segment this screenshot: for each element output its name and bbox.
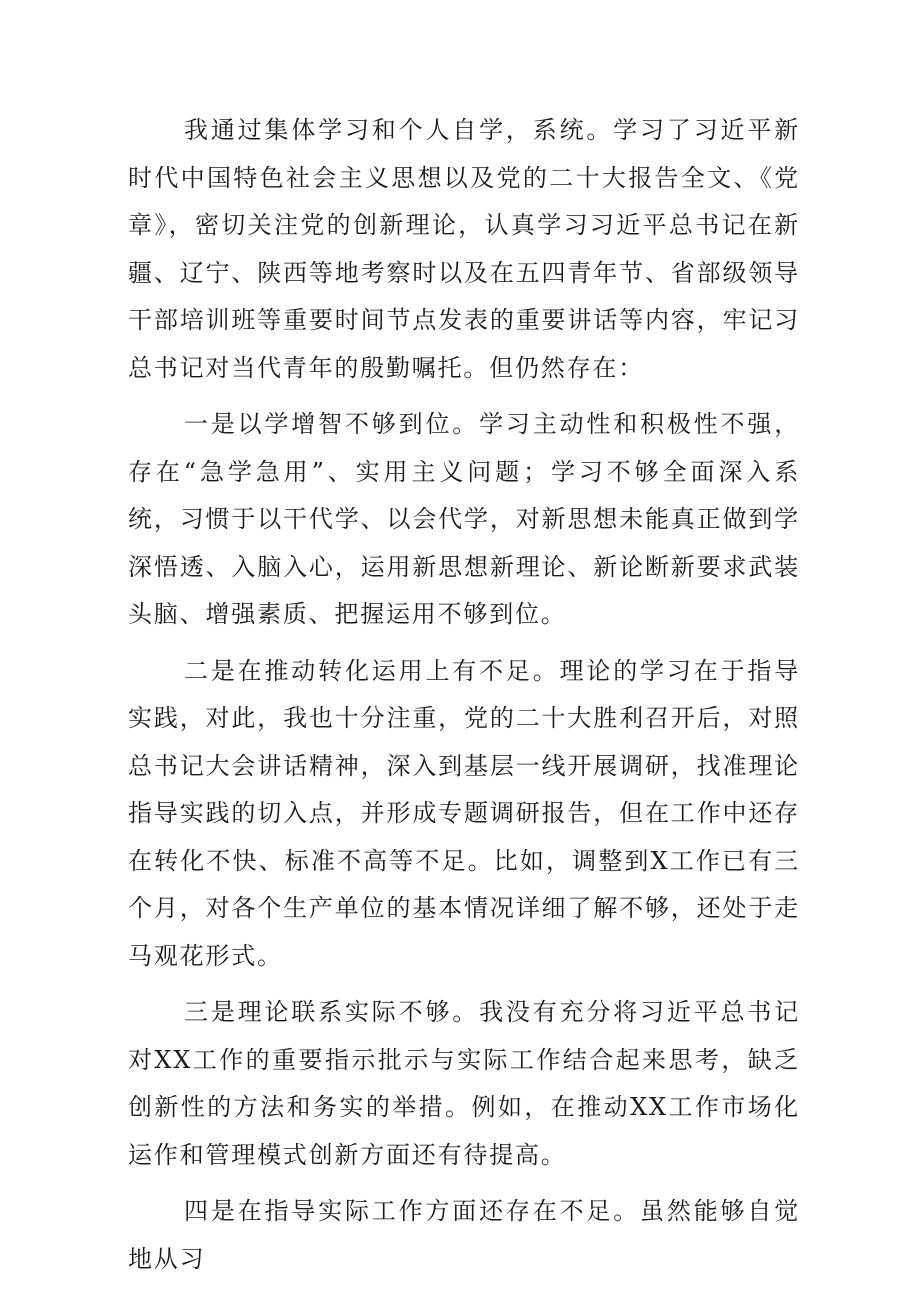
paragraph-point-four: 四是在指导实际工作方面还存在不足。虽然能够自觉地从习 bbox=[128, 1197, 800, 1273]
document-body bbox=[128, 107, 800, 1292]
paragraph-intro: 我通过集体学习和个人自学，系统。学习了习近平新时代中国特色社会主义思想以及党的二十大报告全文、《党章》，密切关注党的创新理论，认真学习习近平总书记在新疆、辽宁、陕西等地考察时以及在五四青年节、省部级领导干部培训班等重要时间节点发表的重要讲话等内容，牢记习总书记对当代青年的殷勤嘱托。但仍然存在： bbox=[128, 116, 800, 382]
paragraph-point-three: 三是理论联系实际不够。我没有充分将习近平总书记对XX工作的重要指示批示与实际工作结合起来思考，缺乏创新性的方法和务实的举措。例如，在推动XX工作市场化运作和管理模式创新方面还有待提高。 bbox=[128, 998, 800, 1169]
paragraph-point-one: 一是以学增智不够到位。学习主动性和积极性不强，存在“急学急用”、实用主义问题；学习不够全面深入系统，习惯于以干代学、以会代学，对新思想未能真正做到学深悟透、入脑入心，运用新思想新理论、新论断新要求武装头脑、增强素质、把握运用不够到位。 bbox=[128, 410, 800, 628]
paragraph-point-two: 二是在推动转化运用上有不足。理论的学习在于指导实践，对此，我也十分注重，党的二十大胜利召开后，对照总书记大会讲话精神，深入到基层一线开展调研，找准理论指导实践的切入点，并形成专题调研报告，但在工作中还存在转化不快、标准不高等不足。比如，调整到X工作已有三个月，对各个生产单位的基本情况详细了解不够，还处于走马观花形式。 bbox=[128, 656, 800, 970]
